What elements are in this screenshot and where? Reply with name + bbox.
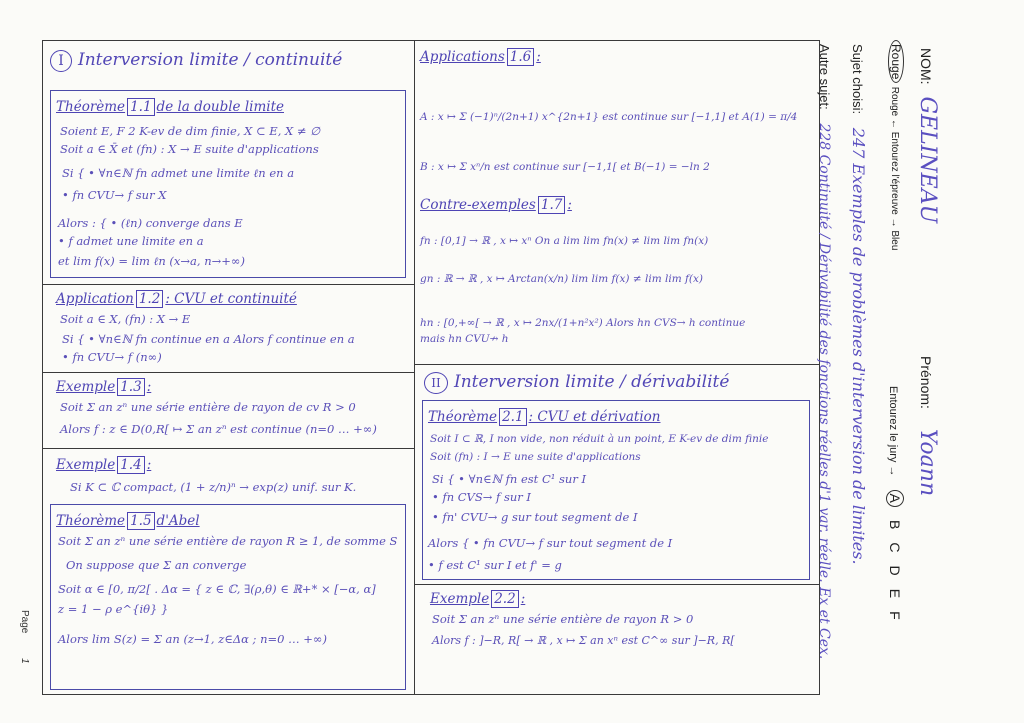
theorem-1-5-line: Soit α ∈ [0, π/2[ . Δα = { z ∈ ℂ, ∃(ρ,θ) ∈ ℝ+* × [−α, α] [58, 582, 376, 596]
example-1-3-heading: Exemple 1.3 : [56, 379, 152, 395]
theorem-1-5-line: On suppose que Σ an converge [66, 558, 247, 572]
example-2-2-line: Soit Σ an zⁿ une série entière de rayon R > 0 [432, 612, 694, 626]
divider [414, 584, 820, 585]
jury-letter: F [887, 611, 903, 620]
firstname-field: Prénom: Yoann [915, 356, 940, 497]
theorem-1-1-heading: Théorème 1.1 de la double limite [56, 99, 284, 115]
name-field: NOM: GELINEAU [915, 48, 940, 224]
divider [42, 448, 414, 449]
theorem-2-1-line: • fn CVS→ f sur I [432, 490, 531, 504]
applications-1-6-line: B : x ↦ Σ xⁿ/n est continue sur [−1,1[ et B(−1) = −ln 2 [420, 161, 710, 173]
jury-letter: A [886, 490, 904, 507]
application-1-2-heading: Application 1.2 : CVU et continuité [56, 291, 297, 307]
example-1-4-heading: Exemple 1.4 : [56, 457, 152, 473]
divider [42, 284, 414, 285]
theorem-1-1-box [50, 90, 406, 278]
theorem-2-1-line: • f est C¹ sur I et f' = g [428, 558, 562, 572]
jury-choice: Entourez le jury → A B C D E F [887, 386, 903, 620]
jury-letter: E [887, 588, 903, 599]
applications-1-6-line: A : x ↦ Σ (−1)ⁿ/(2n+1) x^{2n+1} est continue sur [−1,1] et A(1) = π/4 [420, 111, 798, 123]
theorem-2-1-line: Si { • ∀n∈ℕ fn est C¹ sur I [432, 472, 587, 486]
section-1-title [50, 50, 342, 72]
section-1-number: I [50, 50, 72, 72]
theorem-1-1-line: et lim f(x) = lim ℓn (x→a, n→+∞) [58, 254, 245, 268]
theorem-2-1-line: Soit I ⊂ ℝ, I non vide, non réduit à un point, E K-ev de dim finie [430, 433, 769, 445]
section-2-title [424, 372, 729, 394]
jury-letter: B [887, 519, 903, 530]
application-1-2-line: Si { • ∀n∈ℕ fn continue en a Alors f continue en a [62, 332, 355, 346]
example-2-2-heading: Exemple 2.2 : [430, 591, 526, 607]
jury-letter: C [887, 542, 903, 553]
applications-1-6-heading: Applications 1.6 : [420, 49, 541, 65]
example-2-2-line: Alors f : ]−R, R[ → ℝ , x ↦ Σ an xⁿ est C^∞ sur ]−R, R[ [432, 634, 735, 647]
section-2-number: II [424, 372, 448, 394]
counter-examples-1-7-line: hn : [0,+∞[ → ℝ , x ↦ 2nx/(1+n²x²) Alors hn CVS→ h continue [420, 317, 746, 329]
divider [42, 372, 414, 373]
theorem-2-1-line: Alors { • fn CVU→ f sur tout segment de I [428, 536, 673, 550]
counter-examples-1-7-heading: Contre-exemples 1.7 : [420, 197, 572, 213]
page-number: Page 1 [19, 610, 30, 664]
theorem-1-1-line: Alors : { • (ℓn) converge dans E [58, 216, 243, 230]
theorem-1-1-line: • fn CVU→ f sur X [62, 188, 167, 202]
theorem-1-5-line: Soit Σ an zⁿ une série entière de rayon R ≥ 1, de somme S [58, 534, 398, 548]
theorem-1-5-box [50, 504, 406, 690]
theorem-1-5-line: Alors lim S(z) = Σ an (z→1, z∈Δα ; n=0 … +∞) [58, 632, 327, 646]
counter-examples-1-7-line: fn : [0,1] → ℝ , x ↦ xⁿ On a lim lim fn(x) ≠ lim lim fn(x) [420, 235, 709, 247]
application-1-2-line: • fn CVU→ f (n∞) [62, 350, 162, 364]
application-1-2-line: Soit a ∈ X, (fn) : X → E [60, 312, 191, 326]
other-subject: Autre sujet: 228 Continuité / Dérivabilité des fonctions réelles d'1 var. réelle. Ex et Cex. [816, 44, 832, 660]
theorem-2-1-line: • fn' CVU→ g sur tout segment de I [432, 510, 638, 524]
theorem-1-1-line: Soient E, F 2 K-ev de dim finie, X ⊂ E, X ≠ ∅ [60, 124, 321, 138]
ink-choice: Rouge Rouge ← Entourez l'épreuve → Bleu [888, 40, 904, 250]
theorem-1-1-line: Si { • ∀n∈ℕ fn admet une limite ℓn en a [62, 166, 295, 180]
theorem-1-1-line: • f admet une limite en a [58, 234, 204, 248]
theorem-2-1-line: Soit (fn) : I → E une suite d'applications [430, 451, 641, 463]
example-1-3-line: Alors f : z ∈ D(0,R[ ↦ Σ an zⁿ est continue (n=0 … +∞) [60, 422, 377, 436]
theorem-1-1-line: Soit a ∈ X̄ et (fn) : X → E suite d'applications [60, 142, 319, 156]
chosen-subject: Sujet choisi: 247 Exemples de problèmes d'interversion de limites. [849, 44, 868, 565]
column-divider [414, 40, 415, 695]
section-1-text: Interversion limite / continuité [78, 50, 343, 70]
divider [414, 364, 820, 365]
example-1-4-line: Si K ⊂ ℂ compact, (1 + z/n)ⁿ → exp(z) unif. sur K. [70, 480, 357, 494]
counter-examples-1-7-line: gn : ℝ → ℝ , x ↦ Arctan(x/n) lim lim f(x) ≠ lim lim f(x) [420, 273, 704, 285]
ink-circled: Rouge [888, 40, 904, 83]
section-2-text: Interversion limite / dérivabilité [454, 372, 730, 392]
theorem-2-1-heading: Théorème 2.1 : CVU et dérivation [428, 409, 661, 425]
theorem-1-5-heading: Théorème 1.5 d'Abel [56, 513, 200, 529]
jury-letter: D [887, 565, 903, 576]
example-1-3-line: Soit Σ an zⁿ une série entière de rayon de cv R > 0 [60, 400, 356, 414]
theorem-1-5-line: z = 1 − ρ e^{iθ} } [58, 602, 169, 616]
counter-examples-1-7-line: mais hn CVU↛ h [420, 333, 509, 345]
